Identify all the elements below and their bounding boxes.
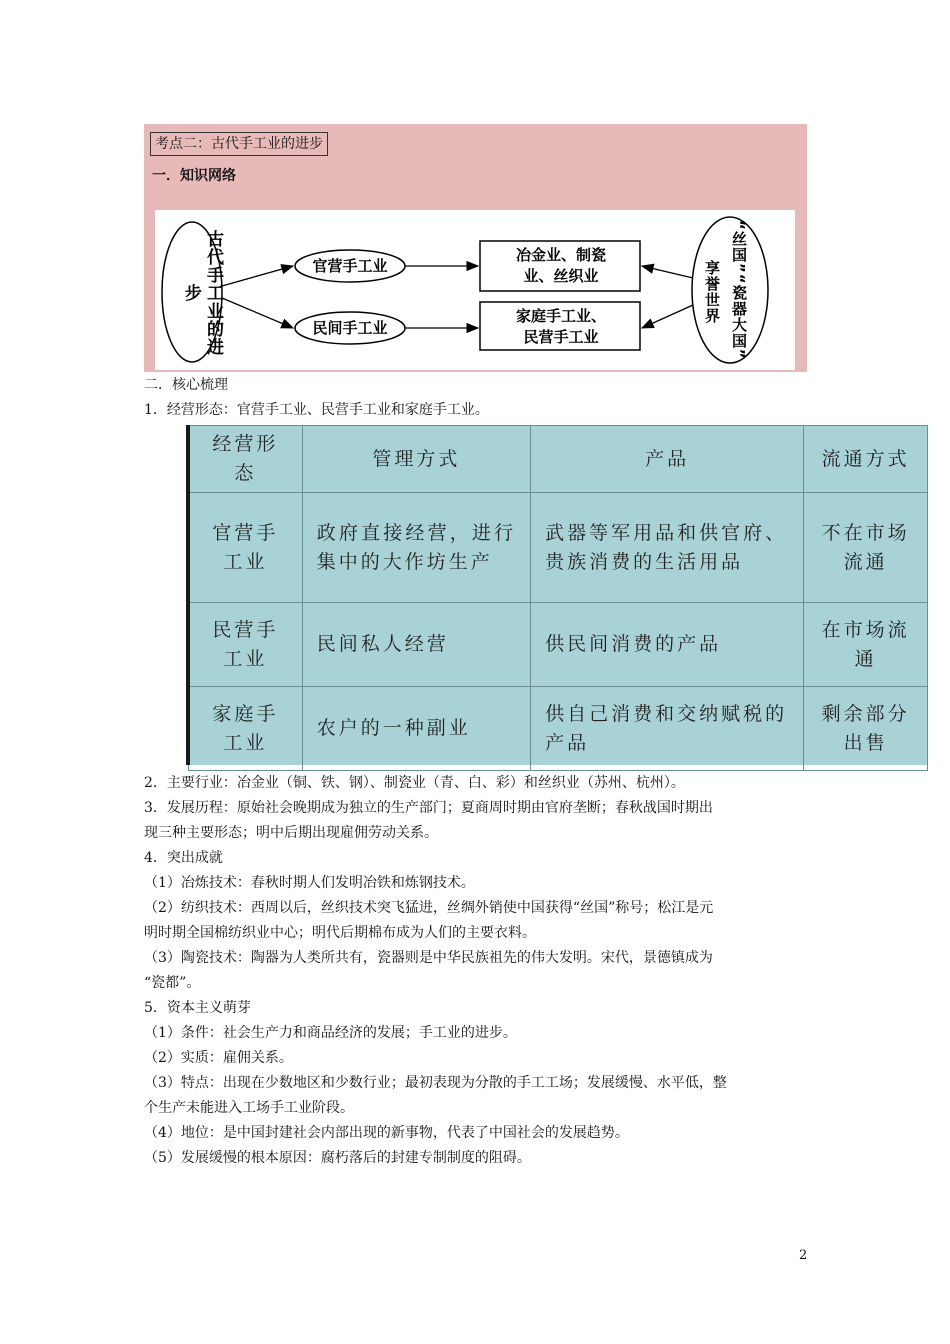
item-3-text-cont: 现三种主要形态；明中后期出现雇佣劳动关系。 [144,825,438,841]
branch-folk-label: 民间手工业 [312,319,388,337]
table-row [189,687,928,771]
right-oval-label-1: “丝国”“瓷器大国” [730,220,748,360]
item-4-1-text: （1）冶炼技术：春秋时期人们发明冶铁和炼钢技术。 [144,875,475,891]
table-left-border [186,425,190,765]
knowledge-network-diagram [155,210,795,370]
table-cell: 不在市场流通 [804,493,928,603]
item-5-1-text: （1）条件：社会生产力和商品经济的发展；手工业的进步。 [144,1025,517,1041]
item-4-2-text-cont: 明时期全国棉纺织业中心；明代后期棉布成为人们的主要衣料。 [144,925,536,941]
operation-forms-table [188,425,928,765]
item-4-2-text: （2）纺织技术：西周以后，丝织技术突飞猛进，丝绸外销使中国获得“丝国”称号；松江是元 [144,900,714,916]
table-cell: 官营手工业 [189,493,303,603]
item-4-3-text: （3）陶瓷技术：陶器为人类所共有，瓷器则是中华民族祖先的伟大发明。宋代，景德镇成为 [144,950,713,966]
header-cell: 流通方式 [804,426,928,493]
left-oval-label: 古代手工业的进步 [181,230,223,356]
header-cell: 产品 [531,426,804,493]
item-5-5-text: （5）发展缓慢的根本原因：腐朽落后的封建专制制度的阻碍。 [144,1150,531,1166]
item-5-heading: 5．资本主义萌芽 [144,1000,251,1016]
table-row [189,493,928,603]
item-4-heading: 4．突出成就 [144,850,223,866]
item-2-text: 2．主要行业：冶金业（铜、铁、钢）、制瓷业（青、白、彩）和丝织业（苏州、杭州）。 [144,775,685,791]
topic-title: 考点二：古代手工业的进步 [150,132,328,156]
box-top-label: 冶金业、制瓷 业、丝织业 [515,246,606,285]
table-cell: 供民间消费的产品 [531,603,804,687]
item-5-4-text: （4）地位：是中国封建社会内部出现的新事物，代表了中国社会的发展趋势。 [144,1125,629,1141]
diagram-lines [155,210,795,370]
table-cell: 供自己消费和交纳赋税的产品 [531,687,804,771]
table-cell: 民间私人经营 [302,603,530,687]
item-5-3-text-cont: 个生产未能进入工场手工业阶段。 [144,1100,354,1116]
table-cell: 民营手工业 [189,603,303,687]
table-header-row [189,426,928,493]
item-5-2-text: （2）实质：雇佣关系。 [144,1050,293,1066]
box-bottom-label: 家庭手工业、 民营手工业 [515,307,606,346]
item-5-3-text: （3）特点：出现在少数地区和少数行业；最初表现为分散的手工工场；发展缓慢、水平低，整 [144,1075,727,1091]
header-cell: 经营形态 [189,426,303,493]
table-cell: 在市场流通 [804,603,928,687]
table-cell: 剩余部分出售 [804,687,928,771]
item-3-text: 3．发展历程：原始社会晚期成为独立的生产部门；夏商周时期由官府垄断；春秋战国时期出 [144,800,713,816]
section-heading-core: 二．核心梳理 [144,377,228,393]
right-oval-label-2: 享誉世界 [703,260,721,324]
table-cell: 政府直接经营，进行集中的大作坊生产 [302,493,530,603]
table-row [189,603,928,687]
branch-official-label: 官营手工业 [312,257,388,275]
table-cell: 武器等军用品和供官府、贵族消费的生活用品 [531,493,804,603]
table-cell: 家庭手工业 [189,687,303,771]
network-heading: 一．知识网络 [152,168,236,184]
item-1-text: 1．经营形态：官营手工业、民营手工业和家庭手工业。 [144,402,489,418]
page-number: 2 [799,1248,808,1263]
table-cell: 农户的一种副业 [302,687,530,771]
header-cell: 管理方式 [302,426,530,493]
item-4-3-text-cont: “瓷都”。 [144,975,201,991]
